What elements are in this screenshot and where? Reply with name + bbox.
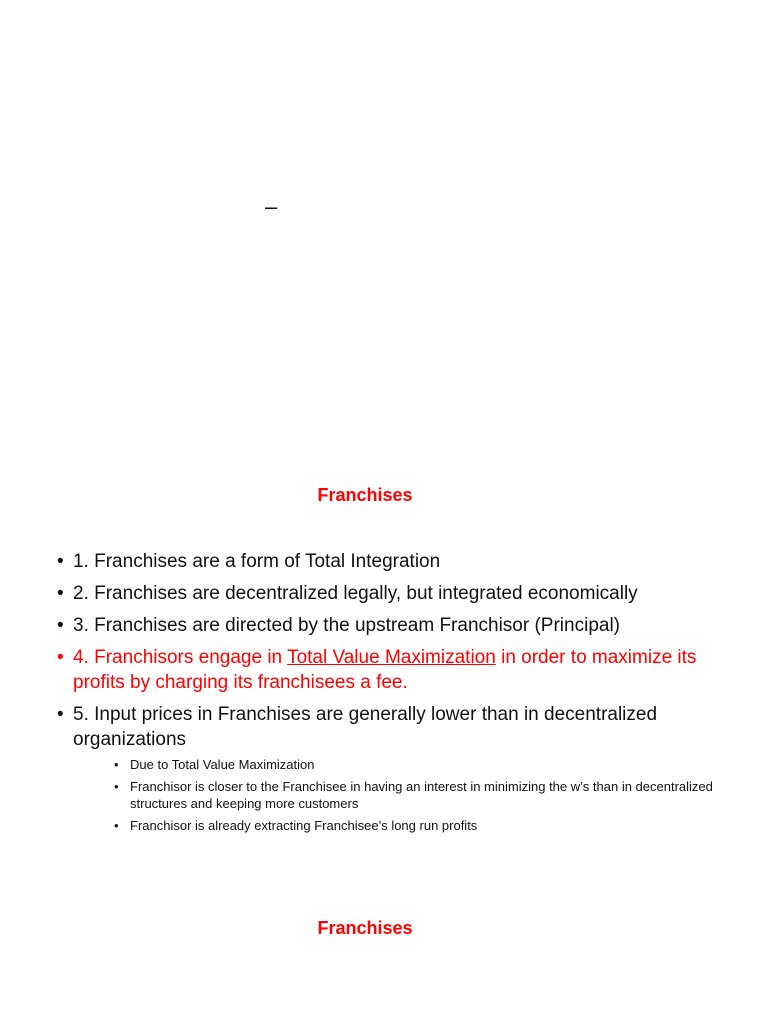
dash-mark: – (265, 194, 278, 219)
bullet-item-2: • 2. Franchises are decentralized legally, but integrated economically (57, 581, 737, 606)
bullet-item-1: • 1. Franchises are a form of Total Integration (57, 549, 737, 574)
sub-bullet-item-1: • Due to Total Value Maximization (114, 756, 737, 773)
bullet-item-4 (57, 645, 737, 695)
bullet-item-3: • 3. Franchises are directed by the upstream Franchisor (Principal) (57, 613, 737, 638)
next-slide-title: Franchises (317, 918, 413, 938)
bullet-4-underlined-term: Total Value Maximization (287, 647, 496, 668)
sub-bullet-list (114, 756, 737, 834)
bullet-4-text-end: in order to maximize its profits by charging its franchisees a fee. (73, 647, 697, 693)
sub-bullet-item-3: • Franchisor is already extracting Franchisee’s long run profits (114, 817, 737, 834)
sub-bullet-item-2: • Franchisor is closer to the Franchisee in having an interest in minimizing the w’s than in decentralized structures and keeping more customers (114, 778, 737, 812)
bullet-5-text: 5. Input prices in Franchises are generally lower than in decentralized organizations (73, 704, 658, 750)
bullet-4-text-start: 4. Franchisors engage in (73, 647, 288, 668)
bullet-list (57, 549, 737, 841)
slide-title: Franchises (317, 485, 413, 505)
bullet-item-5 (57, 702, 737, 834)
